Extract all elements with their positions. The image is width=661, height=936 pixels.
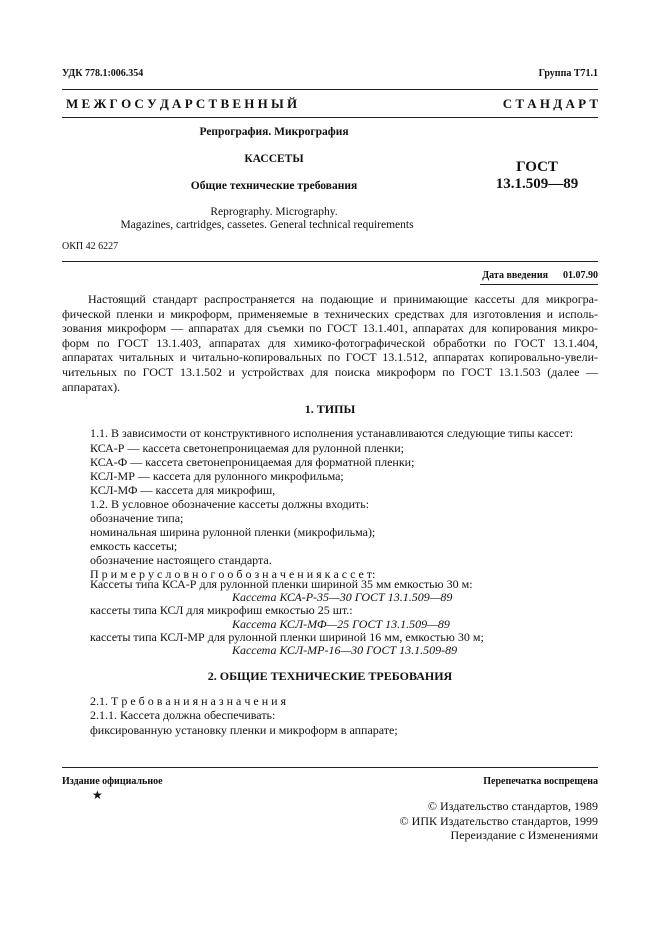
section-1-line: обозначение настоящего стандарта. [90, 553, 272, 567]
banner-left: М Е Ж Г О С У Д А Р С Т В Е Н Н Ы Й [66, 96, 298, 111]
divider-date [480, 284, 598, 285]
section-1-line: КСА-Р — кассета светонепроницаемая для рулонной пленки; [90, 441, 404, 455]
official-edition: Издание официальное [62, 776, 163, 787]
banner-right: С Т А Н Д А Р Т [502, 96, 598, 111]
section-2-line: фиксированную установку пленки и микроформ в аппарате; [90, 723, 398, 737]
example-1-text: Кассеты типа КСА-Р для рулонной пленки шириной 35 мм емкостью 30 м: [90, 577, 473, 591]
example-3-code: Кассета КСЛ-МР-16—30 ГОСТ 13.1.509-89 [232, 643, 458, 657]
title-line-1: Репрография. Микрография [199, 126, 349, 138]
intro-line: чительных по ГОСТ 13.1.502 и устройствах для поиска микроформ по ГОСТ 13.1.503 (далее — [62, 364, 598, 379]
section-1-heading: 1. ТИПЫ [304, 402, 356, 416]
divider-top [62, 89, 598, 90]
intro-line: аппаратах читальных и читально-копировальных по ГОСТ 13.1.512, аппаратах копировально-увели- [62, 350, 598, 365]
reprint-prohibited: Перепечатка воспрещена [483, 776, 598, 787]
divider-footer [62, 767, 598, 768]
star-icon: ★ [92, 788, 103, 802]
gost-code: 13.1.509—89 [495, 176, 579, 192]
title-en-line-2: Magazines, cartridges, cassetes. General technical requirements [120, 219, 414, 231]
intro-line: Настоящий стандарт распространяется на подающие и принимающие кассеты для микрогра- [88, 292, 598, 306]
group-code: Группа Т71.1 [538, 68, 598, 79]
intro-line: фической пленки и микроформ, применяемые в технических средствах для изготовления и исполь- [62, 306, 598, 321]
copyright-1989: © Издательство стандартов, 1989 [427, 799, 598, 813]
intro-paragraph [62, 292, 598, 394]
section-2-clause: 2.1.1. Кассета должна обеспечивать: [90, 708, 276, 722]
intro-line: зования микроформ — аппаратах для съемки по ГОСТ 13.1.401, аппаратах для копирования микро- [62, 321, 598, 336]
intro-line: форм по ГОСТ 13.1.403, аппаратах для химико-фотографической обработки по ГОСТ 13.1.404, [62, 335, 598, 350]
title-line-2: КАССЕТЫ [244, 153, 304, 165]
section-1-line: 1.1. В зависимости от конструктивного исполнения устанавливаются следующие типы кассет: [90, 426, 574, 440]
section-1-line: КСЛ-МФ — кассета для микрофиш, [90, 483, 276, 497]
section-2-heading: 2. ОБЩИЕ ТЕХНИЧЕСКИЕ ТРЕБОВАНИЯ [207, 669, 453, 683]
section-1-line: КСЛ-МР — кассета для рулонного микрофильма; [90, 469, 344, 483]
intro-date-label: Дата введения [482, 270, 548, 281]
title-line-3: Общие технические требования [190, 180, 358, 192]
udk-code: УДК 778.1:006.354 [62, 68, 144, 79]
intro-line: аппаратах). [62, 379, 121, 394]
gost-label: ГОСТ [516, 159, 558, 175]
section-2-subheading: 2.1. Т р е б о в а н и я н а з н а ч е н и я [90, 694, 287, 708]
okp-code: ОКП 42 6227 [62, 241, 119, 252]
example-label: П р и м е р у с л о в н о г о о б о з н а ч е н и я к а с с е т: [90, 567, 376, 581]
example-2-code: Кассета КСЛ-МФ—25 ГОСТ 13.1.509—89 [232, 617, 450, 631]
gost-number [487, 159, 587, 193]
example-3-text: кассеты типа КСЛ-МР для рулонной пленки шириной 16 мм, емкостью 30 м; [90, 630, 484, 644]
title-en-line-1: Reprography. Micrography. [210, 206, 338, 218]
section-1-line: номинальная ширина рулонной пленки (микрофильма); [90, 525, 376, 539]
divider-banner [62, 117, 598, 118]
example-1-code: Кассета КСА-Р-35—30 ГОСТ 13.1.509—89 [232, 590, 453, 604]
intro-date-value: 01.07.90 [563, 270, 598, 281]
reissue-note: Переиздание с Изменениями [450, 828, 598, 842]
divider-title [62, 261, 598, 262]
section-1-line: КСА-Ф — кассета светонепроницаемая для форматной пленки; [90, 455, 415, 469]
example-2-text: кассеты типа КСЛ для микрофиш емкостью 25 шт.: [90, 603, 353, 617]
section-1-line: обозначение типа; [90, 511, 184, 525]
section-1-line: 1.2. В условное обозначение кассеты должны входить: [90, 497, 370, 511]
section-1-line: емкость кассеты; [90, 539, 178, 553]
copyright-1999: © ИПК Издательство стандартов, 1999 [399, 814, 598, 828]
